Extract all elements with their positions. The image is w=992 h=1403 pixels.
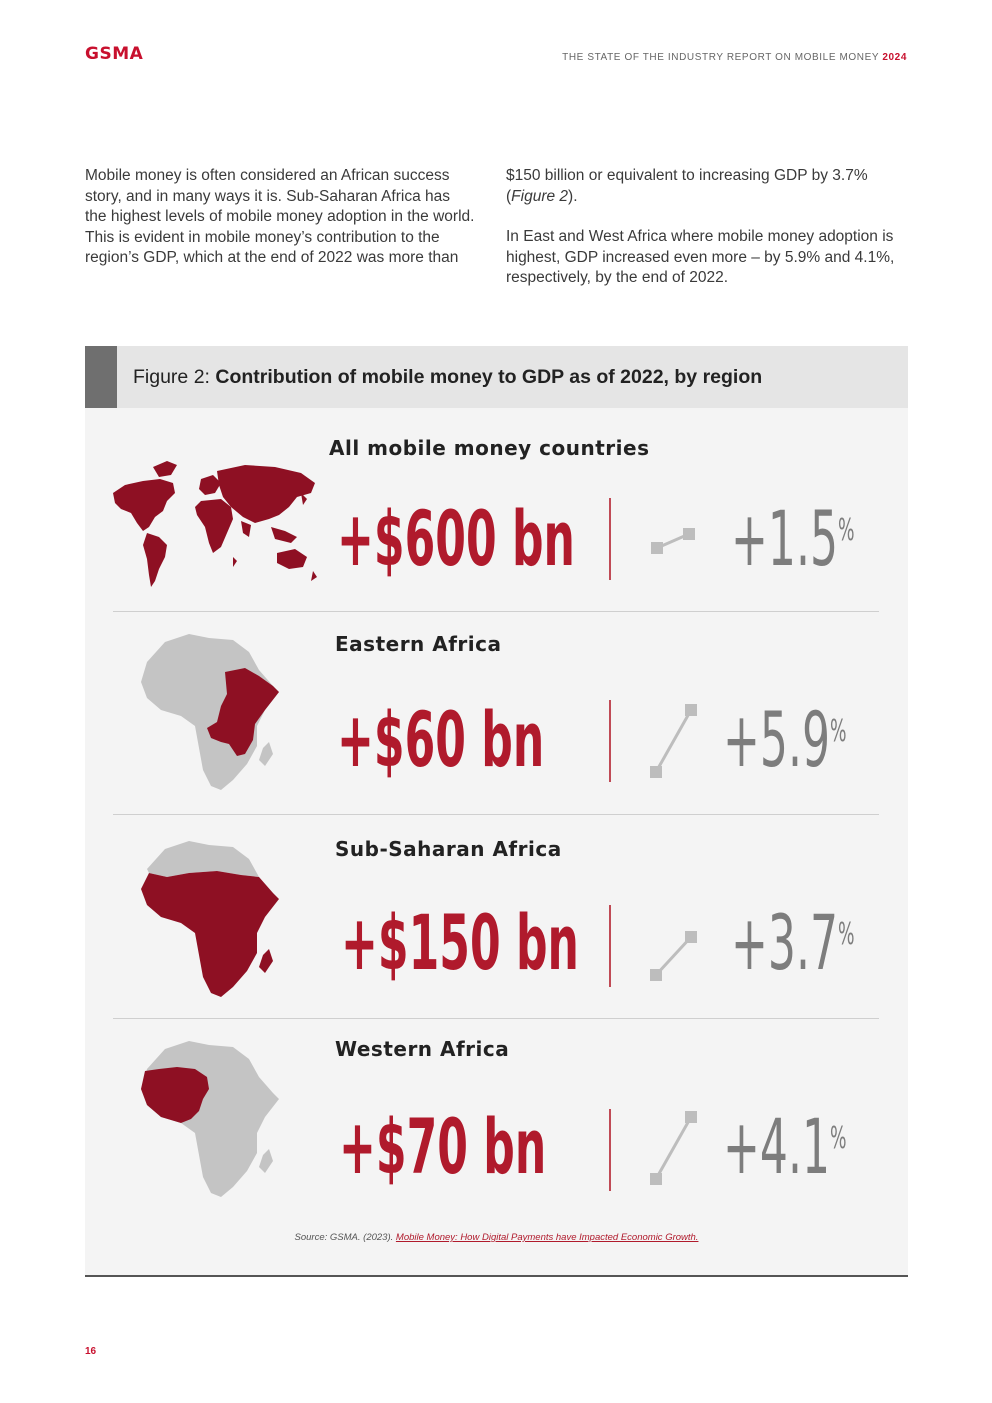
trend-line-icon (647, 700, 701, 782)
figure-row-all (85, 408, 908, 612)
trend-line-icon (647, 927, 701, 985)
region-label: All mobile money countries (329, 436, 650, 460)
report-year: 2024 (882, 52, 907, 63)
gdp-amount: +$150 bn (341, 898, 579, 987)
gdp-amount: +$60 bn (337, 695, 545, 784)
divider-line (609, 905, 611, 987)
figure-row-western-africa (85, 1019, 908, 1229)
region-label: Sub-Saharan Africa (335, 837, 562, 861)
body-column-right (506, 166, 912, 309)
gdp-percent-value: +4.1 (723, 1102, 831, 1191)
figure-2 (85, 346, 908, 1277)
figure-row-sub-saharan-africa (85, 815, 908, 1018)
gdp-percent-value: +5.9 (723, 695, 831, 784)
body-text-end: ). (568, 187, 578, 205)
figure-label: Figure 2: (133, 366, 216, 388)
region-label: Western Africa (335, 1037, 510, 1061)
figure-source (85, 1232, 908, 1243)
sub-saharan-africa-map-icon (137, 837, 287, 1002)
source-prefix: Source: GSMA. (2023). (294, 1232, 396, 1243)
figure-title (133, 366, 762, 389)
gdp-percent (723, 695, 847, 784)
report-title (562, 52, 907, 63)
percent-sign: % (830, 714, 847, 749)
gdp-amount: +$70 bn (339, 1102, 547, 1191)
percent-sign: % (830, 1121, 847, 1156)
body-column-left (85, 166, 475, 289)
figure-reference: Figure 2 (511, 187, 569, 205)
gdp-percent (731, 898, 855, 987)
source-link[interactable]: Mobile Money: How Digital Payments have Impacted Economic Growth. (395, 1232, 699, 1243)
page-number: 16 (85, 1346, 97, 1357)
divider-line (609, 498, 611, 580)
gdp-percent-value: +3.7 (731, 898, 839, 987)
percent-sign: % (838, 917, 855, 952)
gdp-percent (723, 1102, 847, 1191)
gsma-logo: GSMA (85, 44, 144, 64)
region-label: Eastern Africa (335, 632, 502, 656)
world-map-icon (105, 453, 320, 593)
trend-line-icon (647, 1107, 701, 1189)
figure-title-text: Contribution of mobile money to GDP as of 2022, by region (215, 366, 763, 388)
body-paragraph: In East and West Africa where mobile money adoption is highest, GDP increased even more – by 5.9% and 4.1%, respectively, by the end of 2022. (506, 228, 895, 286)
figure-row-eastern-africa (85, 612, 908, 815)
gdp-amount: +$600 bn (337, 494, 575, 583)
body-paragraph (506, 166, 912, 207)
western-africa-map-icon (137, 1037, 287, 1202)
divider-line (609, 1109, 611, 1191)
percent-sign: % (838, 513, 855, 548)
gdp-percent-value: +1.5 (731, 494, 839, 583)
trend-line-icon (649, 526, 697, 556)
gdp-percent (731, 494, 855, 583)
body-text: $150 billion or equivalent to increasing GDP by 3.7% ( (506, 167, 868, 205)
figure-tab (85, 346, 117, 408)
report-title-text: THE STATE OF THE INDUSTRY REPORT ON MOBILE MONEY (562, 52, 879, 63)
divider-line (609, 700, 611, 782)
body-paragraph: Mobile money is often considered an African success story, and in many ways it is. Sub-Saharan Africa has the highest levels of mobile money adoption in the world. This is evident in mobile money’s contribution to the region’s GDP, which at the end of 2022 was more than (85, 167, 475, 266)
figure-header (85, 346, 908, 408)
eastern-africa-map-icon (137, 630, 287, 795)
